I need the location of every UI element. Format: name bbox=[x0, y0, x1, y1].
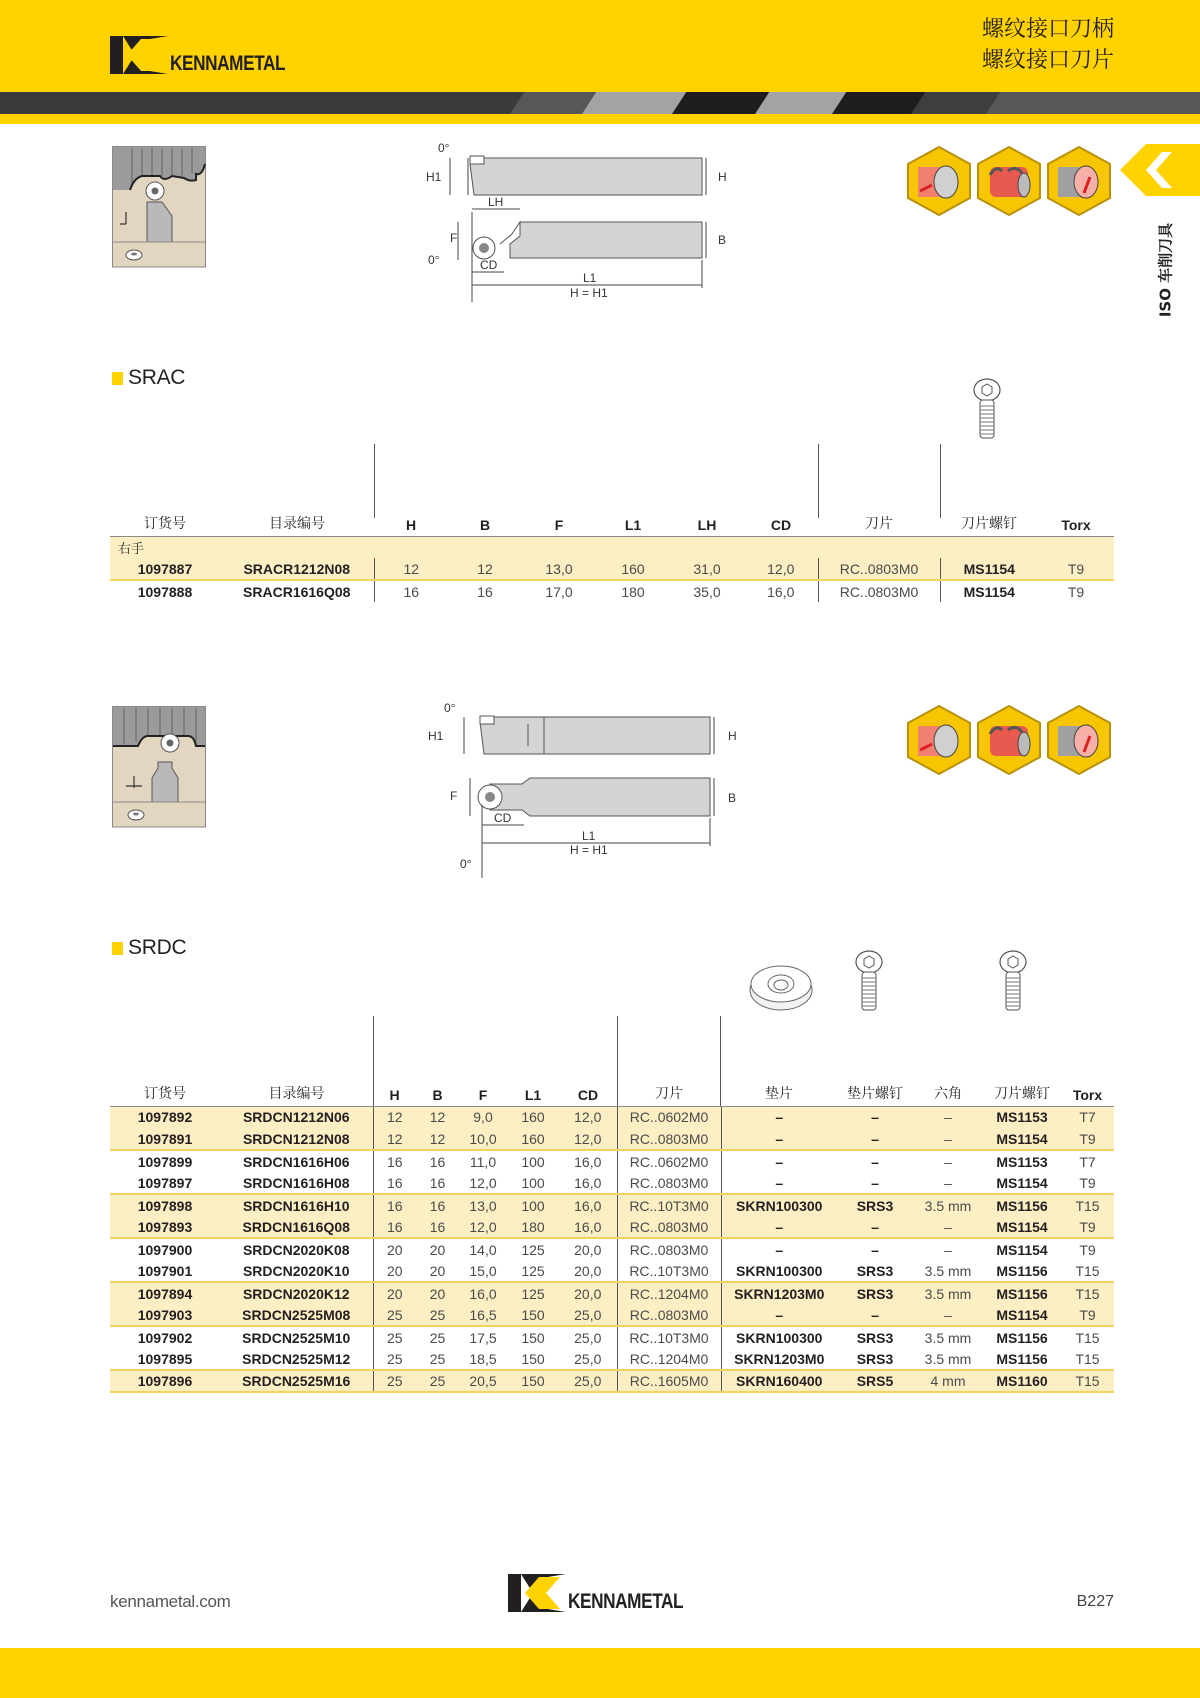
brand-wordmark: KENNAMETAL bbox=[170, 52, 286, 75]
turning-icon bbox=[1046, 704, 1112, 776]
turning-icon bbox=[1046, 145, 1112, 217]
table-row: 1097903 SRDCN2525M08 25 25 16,5 150 25,0 RC..0803M0 – – – MS1154 T9 bbox=[110, 1304, 1114, 1326]
table-row: 1097887 SRACR1212N08 12 12 13,0 160 31,0 12,0 RC..0803M0 MS1154 T9 bbox=[110, 558, 1114, 580]
table-row: 1097893 SRDCN1616Q08 16 16 12,0 180 16,0 RC..0803M0 – – – MS1154 T9 bbox=[110, 1216, 1114, 1238]
title-line-1: 螺纹接口刀柄 bbox=[981, 17, 1114, 42]
svg-text:LH: LH bbox=[488, 195, 504, 209]
svg-text:0°: 0° bbox=[444, 701, 456, 715]
col-catalog-number: 目录编号 bbox=[220, 506, 374, 536]
page-header bbox=[0, 0, 1200, 124]
label-h1: H1 bbox=[426, 170, 442, 184]
brand-logo bbox=[110, 34, 310, 74]
table-row: 1097895 SRDCN2525M12 25 25 18,5 150 25,0 RC..1204M0 SKRN1203M0 SRS3 3.5 mm MS1156 T15 bbox=[110, 1348, 1114, 1370]
table-header-row bbox=[110, 506, 1114, 536]
header-stripe bbox=[0, 92, 1200, 114]
srdc-application-badges bbox=[906, 704, 1112, 776]
shim-icon bbox=[748, 962, 814, 1012]
col-order-number: 订货号 bbox=[110, 1076, 220, 1106]
table-row: 1097901 SRDCN2020K10 20 20 15,0 125 20,0 RC..10T3M0 SKRN100300 SRS3 3.5 mm MS1156 T15 bbox=[110, 1260, 1114, 1282]
svg-text:0°: 0° bbox=[460, 857, 472, 871]
srac-dimension-drawing bbox=[420, 140, 730, 305]
col-b: B bbox=[448, 506, 522, 536]
col-f: F bbox=[459, 1076, 507, 1106]
svg-text:H = H1: H = H1 bbox=[570, 843, 608, 857]
table-row: 1097900 SRDCN2020K08 20 20 14,0 125 20,0 RC..0803M0 – – – MS1154 T9 bbox=[110, 1238, 1114, 1260]
srac-spec-table bbox=[110, 506, 1114, 602]
svg-text:F: F bbox=[450, 231, 458, 245]
srdc-dimension-drawing bbox=[420, 700, 740, 880]
svg-text:H1: H1 bbox=[428, 729, 444, 743]
section-title-srac: SRAC bbox=[112, 366, 185, 390]
srdc-spec-table bbox=[110, 1076, 1114, 1393]
svg-text:H = H1: H = H1 bbox=[570, 286, 608, 300]
col-torx: Torx bbox=[1038, 506, 1114, 536]
footer-brand-logo bbox=[508, 1574, 708, 1612]
kennametal-k-icon bbox=[508, 1574, 566, 1612]
col-l1: L1 bbox=[507, 1076, 559, 1106]
page-number: B227 bbox=[1076, 1593, 1114, 1610]
shim-screw-icon bbox=[852, 950, 886, 1012]
col-catalog-number: 目录编号 bbox=[220, 1076, 373, 1106]
table-row: 1097898 SRDCN1616H10 16 16 13,0 100 16,0 RC..10T3M0 SKRN100300 SRS3 3.5 mm MS1156 T15 bbox=[110, 1194, 1114, 1216]
kennametal-k-icon bbox=[110, 36, 168, 74]
srac-application-thumbnail bbox=[112, 146, 206, 268]
col-h: H bbox=[373, 1076, 416, 1106]
col-shim: 垫片 bbox=[721, 1076, 837, 1106]
page-title bbox=[982, 14, 1114, 76]
col-hex-key: 六角 bbox=[913, 1076, 983, 1106]
table-row: 1097897 SRDCN1616H08 16 16 12,0 100 16,0 RC..0803M0 – – – MS1154 T9 bbox=[110, 1172, 1114, 1194]
col-torx: Torx bbox=[1061, 1076, 1114, 1106]
table-row: 1097899 SRDCN1616H06 16 16 11,0 100 16,0 RC..0602M0 – – – MS1153 T7 bbox=[110, 1150, 1114, 1172]
footer-website-link[interactable]: kennametal.com bbox=[110, 1592, 231, 1611]
col-insert: 刀片 bbox=[818, 506, 940, 536]
screw-icon bbox=[970, 378, 1004, 440]
col-insert-screw: 刀片螺钉 bbox=[940, 506, 1038, 536]
svg-text:CD: CD bbox=[494, 811, 512, 825]
svg-text:L1: L1 bbox=[582, 829, 596, 843]
table-header-row bbox=[110, 1076, 1114, 1106]
group-row-right-hand bbox=[110, 536, 1114, 558]
section-chevron-icon bbox=[1120, 144, 1200, 196]
col-cd: CD bbox=[559, 1076, 617, 1106]
table-row: 1097894 SRDCN2020K12 20 20 16,0 125 20,0 RC..1204M0 SKRN1203M0 SRS3 3.5 mm MS1156 T15 bbox=[110, 1282, 1114, 1304]
svg-text:CD: CD bbox=[480, 258, 498, 272]
section-marker bbox=[112, 942, 123, 955]
srac-application-badges bbox=[906, 145, 1112, 217]
svg-text:L1: L1 bbox=[583, 271, 597, 285]
svg-text:0°: 0° bbox=[428, 253, 440, 267]
table-row: 1097896 SRDCN2525M16 25 25 20,5 150 25,0 RC..1605M0 SKRN160400 SRS5 4 mm MS1160 T15 bbox=[110, 1370, 1114, 1392]
section-marker bbox=[112, 372, 123, 385]
col-shim-screw: 垫片螺钉 bbox=[837, 1076, 913, 1106]
svg-text:B: B bbox=[718, 233, 727, 247]
table-row: 1097891 SRDCN1212N08 12 12 10,0 160 12,0 RC..0803M0 – – – MS1154 T9 bbox=[110, 1128, 1114, 1150]
svg-text:0°: 0° bbox=[438, 141, 450, 155]
facing-icon bbox=[906, 145, 972, 217]
col-order-number: 订货号 bbox=[110, 506, 220, 536]
insert-screw-icon bbox=[996, 950, 1030, 1012]
svg-text:B: B bbox=[728, 791, 737, 805]
group-label: 右手 bbox=[110, 536, 1114, 558]
table-row: 1097902 SRDCN2525M10 25 25 17,5 150 25,0 RC..10T3M0 SKRN100300 SRS3 3.5 mm MS1156 T15 bbox=[110, 1326, 1114, 1348]
brand-wordmark: KENNAMETAL bbox=[568, 1590, 684, 1613]
col-insert: 刀片 bbox=[617, 1076, 721, 1106]
profiling-icon bbox=[976, 145, 1042, 217]
title-line-2: 螺纹接口刀片 bbox=[981, 48, 1114, 73]
col-h: H bbox=[374, 506, 448, 536]
svg-text:H: H bbox=[718, 170, 727, 184]
col-b: B bbox=[416, 1076, 459, 1106]
svg-text:H: H bbox=[728, 729, 737, 743]
footer-bar bbox=[0, 1648, 1200, 1698]
table-row: 1097888 SRACR1616Q08 16 16 17,0 180 35,0 16,0 RC..0803M0 MS1154 T9 bbox=[110, 580, 1114, 602]
facing-icon bbox=[906, 704, 972, 776]
profiling-icon bbox=[976, 704, 1042, 776]
col-l1: L1 bbox=[596, 506, 670, 536]
col-f: F bbox=[522, 506, 596, 536]
table-row: 1097892 SRDCN1212N06 12 12 9,0 160 12,0 RC..0602M0 – – – MS1153 T7 bbox=[110, 1106, 1114, 1128]
srdc-application-thumbnail bbox=[112, 706, 206, 828]
side-tab-label: ISO 车削刀具 bbox=[1156, 222, 1175, 318]
col-insert-screw: 刀片螺钉 bbox=[983, 1076, 1061, 1106]
col-cd: CD bbox=[744, 506, 818, 536]
col-lh: LH bbox=[670, 506, 744, 536]
svg-text:F: F bbox=[450, 789, 458, 803]
section-title-srdc: SRDC bbox=[112, 936, 186, 960]
